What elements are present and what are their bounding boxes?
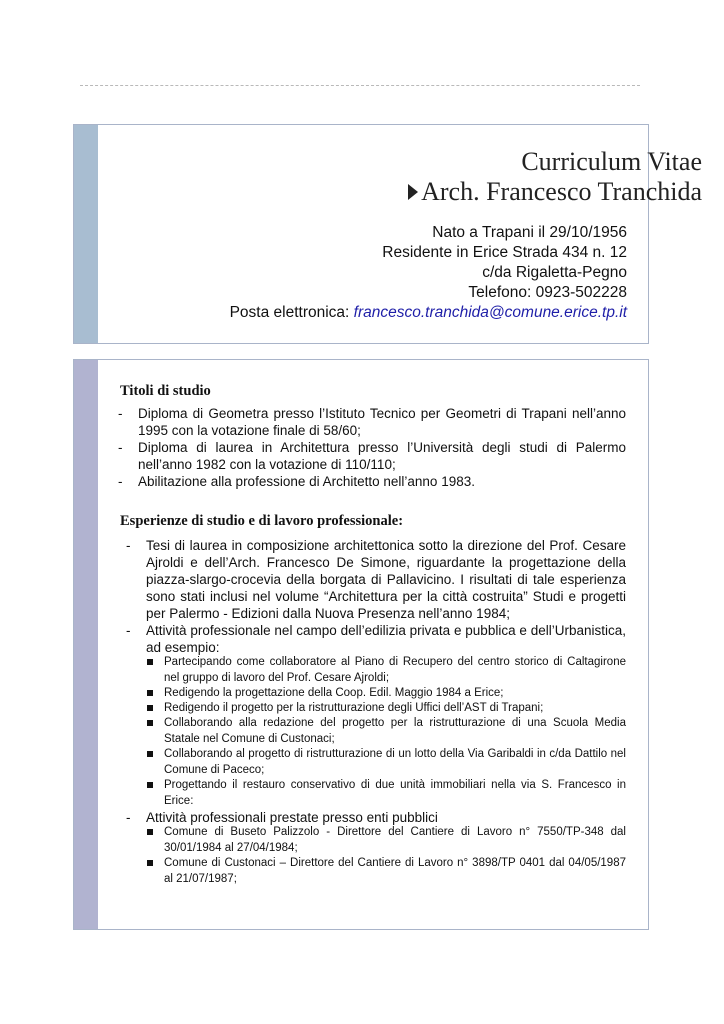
list-item: - Attività professionale nel campo dell’edilizia privata e pubblica e dell’Urbanistica, ad esempio: <box>126 623 626 655</box>
birth-info: Nato a Trapani il 29/10/1956 <box>432 224 627 241</box>
dash-marker: - <box>126 810 131 825</box>
triangle-bullet-icon <box>408 184 418 200</box>
residence-info: Residente in Erice Strada 434 n. 12 <box>382 244 627 261</box>
dash-marker: - <box>126 538 131 553</box>
square-bullet-icon <box>147 860 153 866</box>
titoli-heading: Titoli di studio <box>120 383 211 399</box>
document-title: Curriculum Vitae <box>521 147 702 176</box>
sub-list-item: Collaborando alla redazione del progetto per la ristrutturazione di una Scuola Media Statale nel Comune di Custonaci; <box>146 716 626 747</box>
list-item: - Diploma di laurea in Architettura presso l’Università degli studi di Palermo nell’anno 1982 con la votazione di 110/110; <box>118 440 626 472</box>
list-item: - Abilitazione alla professione di Architetto nell’anno 1983. <box>118 474 475 489</box>
square-bullet-icon <box>147 782 153 788</box>
square-bullet-icon <box>147 720 153 726</box>
dash-marker: - <box>118 440 123 455</box>
locality-info: c/da Rigaletta-Pegno <box>482 264 627 281</box>
email-link[interactable]: francesco.tranchida@comune.erice.tp.it <box>353 304 627 321</box>
sub-list-item: Redigendo la progettazione della Coop. Edil. Maggio 1984 a Erice; <box>146 686 626 702</box>
author-name-row <box>408 177 702 207</box>
sub-list-item: Redigendo il progetto per la ristrutturazione degli Uffici dell’AST di Trapani; <box>146 701 626 717</box>
list-item: - Attività professionali prestate presso enti pubblici <box>126 810 438 825</box>
square-bullet-icon <box>147 690 153 696</box>
email-label: Posta elettronica: <box>229 304 350 321</box>
list-item: - Tesi di laurea in composizione architettonica sotto la direzione del Prof. Cesare Ajroldi e dell’Arch. Francesco De Simone, riguardante la progettazione della piazza-slargo-crocevia della borgata di Pallavicino. I risultati di tale esperienza sono stati inclusi nel volume “Architettura per la città costruita” Studi e progetti per Palermo - Edizioni dalla Nuova Presenza nell’anno 1984; <box>126 538 626 621</box>
phone-info: Telefono: 0923-502228 <box>468 284 627 301</box>
square-bullet-icon <box>147 829 153 835</box>
sub-list-item: Comune di Buseto Palizzolo - Direttore del Cantiere di Lavoro n° 7550/TP-348 dal 30/01/1984 al 27/04/1984; <box>146 825 626 856</box>
header-accent-bar <box>74 125 98 343</box>
square-bullet-icon <box>147 659 153 665</box>
email-row <box>230 303 627 323</box>
sub-list-item: Collaborando al progetto di ristrutturazione di un lotto della Via Garibaldi in c/da Dattilo nel Comune di Paceco; <box>146 747 626 778</box>
square-bullet-icon <box>147 751 153 757</box>
square-bullet-icon <box>147 705 153 711</box>
esperienze-heading: Esperienze di studio e di lavoro professionale: <box>120 513 404 529</box>
top-dotted-divider <box>80 85 640 86</box>
content-accent-bar <box>74 360 98 929</box>
sub-list-item: Progettando il restauro conservativo di due unità immobiliari nella via S. Francesco in Erice: <box>146 778 626 809</box>
sub-list-item: Partecipando come collaboratore al Piano di Recupero del centro storico di Caltagirone nel gruppo di lavoro del Prof. Cesare Ajroldi; <box>146 655 626 686</box>
dash-marker: - <box>118 474 123 489</box>
dash-marker: - <box>118 406 123 421</box>
list-item: - Diploma di Geometra presso l’Istituto Tecnico per Geometri di Trapani nell’anno 1995 con la votazione finale di 58/60; <box>118 406 626 438</box>
sub-list-item: Comune di Custonaci – Direttore del Cantiere di Lavoro n° 3898/TP 0401 dal 04/05/1987 al 21/07/1987; <box>146 856 626 887</box>
author-name: Arch. Francesco Tranchida <box>421 177 702 206</box>
dash-marker: - <box>126 623 131 638</box>
